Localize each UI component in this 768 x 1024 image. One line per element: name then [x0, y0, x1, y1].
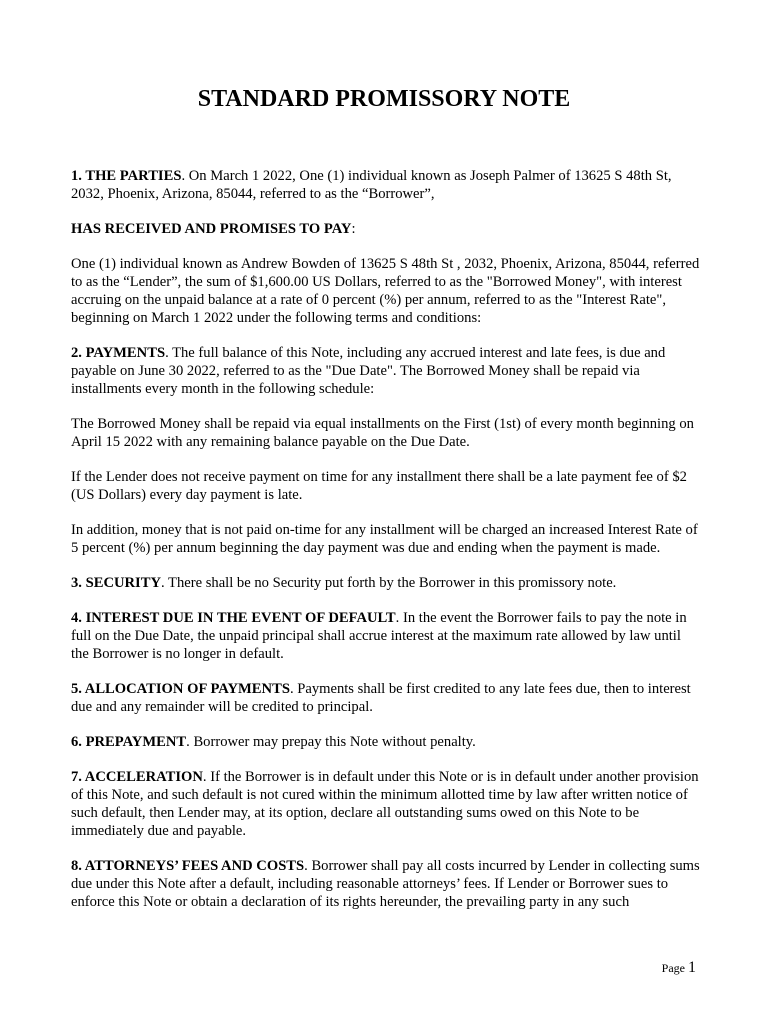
page-label: Page	[661, 961, 685, 975]
section-heading: 6. PREPAYMENT	[71, 734, 187, 750]
page-number: 1	[688, 959, 696, 976]
section-text: . There shall be no Security put forth by the Borrower in this promissory note.	[161, 575, 617, 591]
document-title: STANDARD PROMISSORY NOTE	[197, 86, 571, 112]
section-heading: 3. SECURITY	[71, 575, 162, 591]
section-payments	[71, 344, 701, 398]
section-heading: HAS RECEIVED AND PROMISES TO PAY	[71, 221, 352, 237]
section-interest-default	[71, 609, 701, 663]
section-text: . Payments shall be first credited to any late fees due, then to interest due and any remainder will be credited to principal.	[71, 681, 691, 715]
section-heading: 1. THE PARTIES	[71, 168, 182, 184]
section-text: . If the Borrower is in default under this Note or is in default under another provision of this Note, and such default is not cured within the minimum allotted time by law after written notice of such default, then Lender may, at its option, declare all outstanding sums owed on this Note to be immediately due and payable.	[71, 769, 699, 839]
section-heading: 8. ATTORNEYS’ FEES AND COSTS	[71, 858, 305, 874]
section-parties	[71, 167, 701, 203]
section-text: . Borrower may prepay this Note without penalty.	[186, 734, 476, 750]
section-allocation	[71, 680, 701, 716]
section-text: . Borrower shall pay all costs incurred by Lender in collecting sums due under this Note after a default, including reasonable attorneys’ fees. If Lender or Borrower sues to enforce this Note or obtain a declaration of its rights hereunder, the prevailing party in any such	[71, 858, 700, 910]
section-promise	[71, 220, 701, 238]
section-text: :	[351, 221, 356, 237]
paragraph-increased-interest: In addition, money that is not paid on-time for any installment will be charged an increased Interest Rate of 5 percent (%) per annum beginning the day payment was due and ending when the payment is made.	[71, 522, 698, 556]
page-footer	[662, 958, 696, 978]
section-prepayment	[71, 733, 701, 751]
section-text: . In the event the Borrower fails to pay the note in full on the Due Date, the unpaid principal shall accrue interest at the maximum rate allowed by law until the Borrower is no longer in default.	[71, 610, 687, 662]
paragraph-lender: One (1) individual known as Andrew Bowden of 13625 S 48th St , 2032, Phoenix, Arizona, 85044, referred to as the “Lender”, the sum of $1,600.00 US Dollars, referred to as the "Borrowed Money", with interest accruing on the unpaid balance at a rate of 0 percent (%) per annum, referred to as the "Interest Rate", beginning on March 1 2022 under the following terms and conditions:	[71, 256, 700, 326]
section-heading: 2. PAYMENTS	[71, 345, 166, 361]
paragraph-installments: The Borrowed Money shall be repaid via equal installments on the First (1st) of every month beginning on April 15 2022 with any remaining balance payable on the Due Date.	[71, 416, 694, 450]
section-security	[71, 574, 701, 592]
section-text: . On March 1 2022, One (1) individual known as Joseph Palmer of 13625 S 48th St, 2032, Phoenix, Arizona, 85044, referred to as the “Borrower”,	[71, 168, 672, 202]
document-body	[71, 167, 701, 928]
paragraph-late-fee: If the Lender does not receive payment on time for any installment there shall be a late payment fee of $2 (US Dollars) every day payment is late.	[71, 469, 687, 503]
section-heading: 4. INTEREST DUE IN THE EVENT OF DEFAULT	[71, 610, 396, 626]
section-attorneys-fees	[71, 857, 701, 911]
section-heading: 5. ALLOCATION OF PAYMENTS	[71, 681, 290, 697]
section-acceleration	[71, 768, 701, 840]
section-heading: 7. ACCELERATION	[71, 769, 203, 785]
section-text: . The full balance of this Note, including any accrued interest and late fees, is due and payable on June 30 2022, referred to as the "Due Date". The Borrowed Money shall be repaid via installments every month in the following schedule:	[71, 345, 666, 397]
